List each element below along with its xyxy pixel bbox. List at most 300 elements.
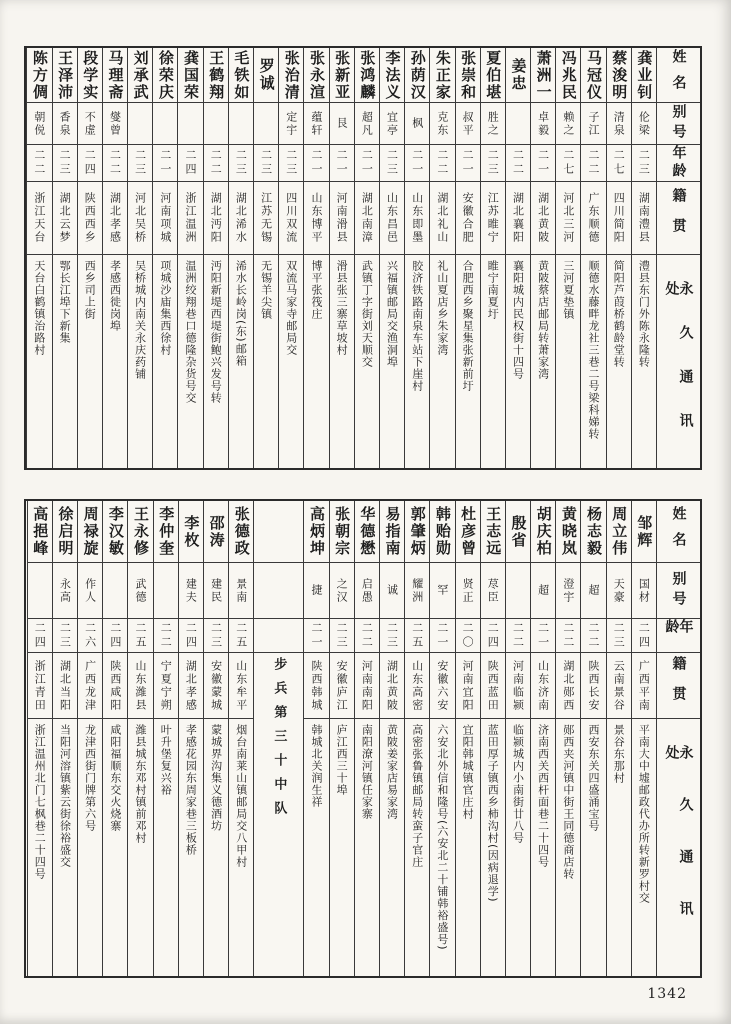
name-text: 邵涛 (207, 514, 226, 549)
address-text: 郧西夹河镇中街王同德商店转 (561, 724, 575, 880)
address-cell (128, 719, 152, 976)
name-cell (27, 48, 51, 103)
name-cell (581, 501, 605, 563)
person-column (228, 48, 253, 468)
person-column (203, 501, 228, 976)
native-text: 陕西西乡 (83, 192, 97, 244)
address-cell (430, 255, 454, 468)
name-text: 马理斋 (106, 49, 125, 101)
alias-text: 超 (587, 584, 601, 597)
native-cell (355, 182, 379, 255)
alias-cell (78, 103, 102, 145)
name-cell (103, 501, 127, 563)
header-column (656, 501, 700, 976)
name-cell (355, 501, 379, 563)
alias-cell (430, 563, 454, 619)
address-cell (304, 255, 328, 468)
age-cell (28, 619, 52, 653)
native-cell (405, 182, 429, 255)
alias-text: 捷 (309, 584, 323, 597)
native-text: 湖南澧县 (637, 192, 651, 244)
alias-cell (481, 563, 505, 619)
native-cell (430, 182, 454, 255)
person-column (631, 501, 656, 976)
age-cell (581, 619, 605, 653)
person-column (505, 501, 530, 976)
age-text: 二三 (133, 149, 147, 177)
age-text: 二三 (335, 621, 349, 650)
native-text: 云南景谷 (612, 659, 626, 712)
name-cell (632, 501, 656, 563)
age-text: 二一 (360, 149, 374, 177)
alias-text: 国材 (637, 577, 651, 604)
header-native-text: 籍贯 (670, 188, 687, 248)
alias-cell (53, 103, 77, 145)
age-text: 二三 (486, 149, 500, 177)
name-text: 王志远 (484, 506, 503, 557)
name-cell (481, 501, 505, 563)
name-text: 毛铁如 (232, 49, 251, 101)
address-text: 叶升堡复兴裕 (159, 724, 173, 796)
address-text: 三河夏垫镇 (561, 260, 575, 320)
age-cell (204, 145, 228, 182)
native-text: 山东高密 (410, 659, 424, 712)
address-cell (456, 719, 480, 976)
age-cell (103, 619, 127, 653)
name-text: 徐荣庆 (156, 49, 175, 101)
alias-text: 作人 (83, 577, 97, 604)
alias-cell (632, 103, 656, 145)
name-text: 朱正家 (433, 49, 452, 101)
alias-text: 卓毅 (536, 110, 550, 137)
name-text: 高炳坤 (307, 506, 326, 557)
native-text: 湖北孝感 (184, 659, 198, 712)
name-text: 张治清 (282, 49, 301, 101)
header-column (656, 48, 700, 468)
alias-cell (304, 103, 328, 145)
header-age (657, 619, 700, 653)
alias-cell (405, 103, 429, 145)
address-text: 礼山夏店乡朱家湾 (435, 260, 449, 356)
address-cell (254, 255, 278, 468)
native-cell (556, 653, 580, 719)
address-cell (581, 719, 605, 976)
header-alias (657, 563, 700, 619)
age-cell (254, 145, 278, 182)
address-text: 武镇丁字街刘天顺交 (360, 260, 374, 368)
unit-divider-label-text: 步兵第三十中队 (271, 657, 287, 825)
name-text: 周禄旋 (81, 506, 100, 557)
native-text: 湖北云梦 (58, 192, 72, 244)
native-text: 江苏无锡 (259, 192, 273, 244)
address-text: 咸阳福顺东交火烧寨 (108, 724, 122, 832)
age-text: 二五 (410, 621, 424, 650)
age-cell (355, 145, 379, 182)
age-text: 二一 (309, 621, 323, 650)
age-cell (53, 619, 77, 653)
unit-divider-column (253, 501, 303, 976)
alias-cell (405, 563, 429, 619)
name-cell (179, 501, 203, 563)
address-text: 烟台南莱山镇邮局交八甲村 (234, 724, 248, 868)
age-text: 二三 (612, 621, 626, 650)
age-text: 二三 (259, 149, 273, 177)
address-text: 兴福镇邮局交渔洞埠 (385, 260, 399, 368)
age-cell (330, 619, 354, 653)
header-address (657, 255, 700, 468)
name-cell (153, 48, 177, 103)
native-cell (405, 653, 429, 719)
alias-text: 武德 (134, 577, 148, 604)
native-cell (154, 653, 178, 719)
name-text: 胡庆柏 (534, 506, 553, 557)
divider-empty-cell (254, 501, 303, 563)
native-text: 安徽六安 (435, 659, 449, 712)
age-cell (531, 619, 555, 653)
age-text: 二三 (58, 621, 72, 650)
native-cell (204, 182, 228, 255)
name-cell (28, 501, 52, 563)
address-text: 吴桥城内南关永庆药铺 (133, 260, 147, 380)
native-text: 河南临颍 (511, 659, 525, 712)
header-alias-text: 别号 (670, 570, 687, 611)
age-cell (556, 145, 580, 182)
name-text: 高挹峰 (31, 506, 50, 557)
address-text: 天台白鹤镇治路村 (32, 260, 46, 356)
address-cell (607, 719, 631, 976)
alias-cell (279, 103, 303, 145)
address-text: 孝感西徙岗埠 (108, 260, 122, 332)
age-cell (204, 619, 228, 653)
person-column (26, 48, 51, 468)
name-text: 蔡浚明 (610, 49, 629, 101)
address-text: 浙江温州北门七枫巷二十四号 (33, 724, 47, 880)
native-cell (556, 182, 580, 255)
native-text: 四川简阳 (612, 192, 626, 244)
native-cell (607, 182, 631, 255)
address-cell (430, 719, 454, 976)
person-column (555, 501, 580, 976)
divider-empty-cell (254, 563, 303, 619)
alias-cell (632, 563, 656, 619)
address-text: 蓝田厚子镇西乡柿沟村(因病退学) (486, 724, 500, 903)
name-cell (355, 48, 379, 103)
name-text: 段学实 (81, 49, 100, 101)
alias-cell (78, 563, 102, 619)
address-text: 临颍城内小南街廿八号 (511, 724, 525, 844)
alias-cell (53, 563, 77, 619)
alias-text: 罕 (435, 584, 449, 597)
address-cell (229, 255, 253, 468)
address-cell (632, 255, 656, 468)
header-address-text: 永久通讯处 (663, 745, 694, 953)
address-text: 鄂长江埠下新集 (58, 260, 72, 344)
person-column (580, 48, 605, 468)
name-cell (531, 48, 555, 103)
address-text: 西安东关四盛涌宝号 (587, 724, 601, 832)
native-text: 陕西韩城 (309, 659, 323, 712)
address-text: 浠水长岭岗(东)邮箱 (234, 260, 248, 367)
header-native (657, 182, 700, 255)
native-cell (53, 182, 77, 255)
native-text: 宁夏宁朔 (159, 659, 173, 712)
address-cell (506, 255, 530, 468)
name-cell (531, 501, 555, 563)
header-age-text: 年龄 (663, 619, 694, 637)
person-column (505, 48, 530, 468)
native-cell (53, 653, 77, 719)
address-cell (103, 719, 127, 976)
address-text: 双流马家寺邮局交 (284, 260, 298, 356)
name-text: 萧洲一 (534, 49, 553, 101)
name-text: 罗诚 (257, 58, 276, 92)
age-cell (304, 145, 328, 182)
age-cell (279, 145, 303, 182)
age-cell (229, 145, 253, 182)
age-text: 二六 (83, 621, 97, 650)
alias-text: 启愚 (360, 577, 374, 604)
person-column (379, 48, 404, 468)
alias-cell (456, 103, 480, 145)
age-text: 二一 (435, 621, 449, 650)
native-cell (506, 653, 530, 719)
header-native (657, 653, 700, 719)
alias-cell (531, 103, 555, 145)
name-text: 王泽沛 (56, 49, 75, 101)
age-text: 二一 (335, 149, 349, 177)
native-cell (531, 182, 555, 255)
person-column (580, 501, 605, 976)
address-text: 景谷东那村 (612, 724, 626, 784)
native-text: 浙江青田 (33, 659, 47, 712)
name-cell (78, 48, 102, 103)
alias-text: 不虚 (83, 110, 97, 137)
age-text: 二三 (234, 149, 248, 177)
person-column (303, 48, 328, 468)
age-cell (128, 619, 152, 653)
address-cell (405, 719, 429, 976)
age-text: 二四 (184, 149, 198, 177)
address-cell (531, 255, 555, 468)
native-cell (78, 182, 102, 255)
header-address-text: 永久通讯处 (663, 281, 694, 457)
name-text: 张德政 (232, 506, 251, 557)
alias-cell (229, 563, 253, 619)
header-age (657, 145, 700, 182)
alias-text: 枫 (410, 117, 424, 130)
age-cell (179, 619, 203, 653)
native-cell (27, 182, 51, 255)
name-text: 杜彦曾 (459, 506, 478, 557)
name-text: 黄晓岚 (559, 506, 578, 557)
name-text: 张崇和 (459, 49, 478, 101)
address-cell (78, 255, 102, 468)
age-text: 二三 (637, 149, 651, 177)
address-text: 龙津西街门牌第六号 (83, 724, 97, 832)
header-alias (657, 103, 700, 145)
name-cell (481, 48, 505, 103)
alias-text: 赖之 (561, 110, 575, 137)
alias-text: 耀洲 (410, 577, 424, 604)
alias-cell (204, 103, 228, 145)
alias-text: 伦梁 (637, 110, 651, 137)
alias-cell (204, 563, 228, 619)
name-text: 张鸿麟 (358, 49, 377, 101)
alias-cell (179, 563, 203, 619)
address-text: 襄阳城内民权街十四号 (511, 260, 525, 380)
address-cell (531, 719, 555, 976)
person-column (606, 48, 631, 468)
age-text: 二一 (158, 149, 172, 177)
address-cell (380, 255, 404, 468)
alias-text: 蕴轩 (309, 110, 323, 137)
address-text: 胶济铁路南泉车站下崖村 (410, 260, 424, 392)
native-text: 山东即墨 (410, 192, 424, 244)
name-cell (330, 48, 354, 103)
address-cell (153, 255, 177, 468)
address-text: 孝感花园东周家巷三板桥 (184, 724, 198, 856)
native-text: 广东顺德 (587, 192, 601, 244)
person-column (102, 501, 127, 976)
address-text: 温洲绞翔巷口德隆杂货号交 (184, 260, 198, 404)
name-text: 张永渲 (307, 49, 326, 101)
age-text: 二三 (385, 621, 399, 650)
name-text: 张新亚 (333, 49, 352, 101)
name-text: 马冠仪 (585, 49, 604, 101)
native-cell (78, 653, 102, 719)
address-cell (53, 255, 77, 468)
age-text: 二二 (108, 149, 122, 177)
native-text: 安徽蒙城 (209, 659, 223, 712)
native-text: 湖北浠水 (234, 192, 248, 244)
alias-cell (456, 563, 480, 619)
age-text: 二三 (385, 149, 399, 177)
person-column (52, 501, 77, 976)
age-cell (153, 145, 177, 182)
address-cell (229, 719, 253, 976)
age-text: 二二 (209, 149, 223, 177)
native-cell (430, 653, 454, 719)
address-cell (355, 255, 379, 468)
alias-text: 景南 (234, 577, 248, 604)
alias-text: 宜亭 (385, 110, 399, 137)
alias-text: 胜之 (486, 110, 500, 137)
address-cell (506, 719, 530, 976)
native-text: 陕西蓝田 (486, 659, 500, 712)
address-cell (53, 719, 77, 976)
native-text: 山东牟平 (234, 659, 248, 712)
person-column (228, 501, 253, 976)
native-cell (380, 653, 404, 719)
name-cell (506, 48, 530, 103)
address-cell (481, 255, 505, 468)
person-column (102, 48, 127, 468)
name-text: 刘承武 (131, 49, 150, 101)
native-cell (304, 182, 328, 255)
alias-text: 叔平 (461, 110, 475, 137)
name-text: 李法义 (383, 49, 402, 101)
person-column (77, 48, 102, 468)
native-text: 湖北南漳 (360, 192, 374, 244)
age-cell (506, 145, 530, 182)
name-text: 龚国荣 (182, 49, 201, 101)
native-text: 河南项城 (158, 192, 172, 244)
alias-cell (556, 563, 580, 619)
age-cell (556, 619, 580, 653)
native-cell (481, 182, 505, 255)
native-text: 河南宜阳 (461, 659, 475, 712)
alias-cell (128, 563, 152, 619)
name-cell (430, 48, 454, 103)
name-text: 夏伯堪 (484, 49, 503, 101)
name-cell (204, 501, 228, 563)
person-column (153, 501, 178, 976)
name-text: 孙荫汉 (408, 49, 427, 101)
alias-text: 永高 (58, 577, 72, 604)
alias-cell (103, 103, 127, 145)
header-name-text: 姓名 (670, 505, 687, 558)
address-cell (204, 719, 228, 976)
age-cell (380, 145, 404, 182)
alias-cell (581, 103, 605, 145)
header-name (657, 501, 700, 563)
name-cell (254, 48, 278, 103)
age-cell (456, 145, 480, 182)
address-text: 合肥西乡聚星集张新前圩 (461, 260, 475, 392)
person-column (429, 48, 454, 468)
address-text: 六安北外信和隆号(六安北二十铺韩裕盛号) (435, 724, 449, 951)
name-text: 李仲奎 (157, 506, 176, 557)
person-column (278, 48, 303, 468)
alias-text: 建民 (209, 577, 223, 604)
age-cell (632, 619, 656, 653)
age-text: 二一 (536, 149, 550, 177)
name-cell (405, 48, 429, 103)
name-text: 殷省 (509, 514, 528, 549)
alias-cell (430, 103, 454, 145)
address-text: 庐江西三十埠 (335, 724, 349, 796)
name-text: 张朝宗 (333, 506, 352, 557)
name-cell (53, 48, 77, 103)
native-text: 山东博平 (309, 192, 323, 244)
address-text: 济南西关西杆面巷二十四号 (536, 724, 550, 868)
native-cell (581, 182, 605, 255)
roster-table-bottom (24, 499, 702, 978)
alias-cell (531, 563, 555, 619)
name-cell (506, 501, 530, 563)
age-cell (78, 145, 102, 182)
address-text: 博平张筏庄 (309, 260, 323, 320)
age-text: 二三 (284, 149, 298, 177)
name-cell (78, 501, 102, 563)
name-cell (204, 48, 228, 103)
native-text: 安徽庐江 (335, 659, 349, 712)
alias-text: 清泉 (612, 110, 626, 137)
person-column (77, 501, 102, 976)
native-text: 河北吴桥 (133, 192, 147, 244)
name-cell (229, 48, 253, 103)
alias-cell (380, 563, 404, 619)
address-text: 当阳河溶镇紫云街徐裕盛交 (58, 724, 72, 868)
header-native-text: 籍贯 (670, 655, 687, 716)
name-cell (380, 501, 404, 563)
native-cell (179, 653, 203, 719)
address-text: 项城沙庙集西徐村 (158, 260, 172, 356)
alias-cell (304, 563, 328, 619)
name-cell (128, 501, 152, 563)
native-cell (632, 182, 656, 255)
name-cell (456, 48, 480, 103)
